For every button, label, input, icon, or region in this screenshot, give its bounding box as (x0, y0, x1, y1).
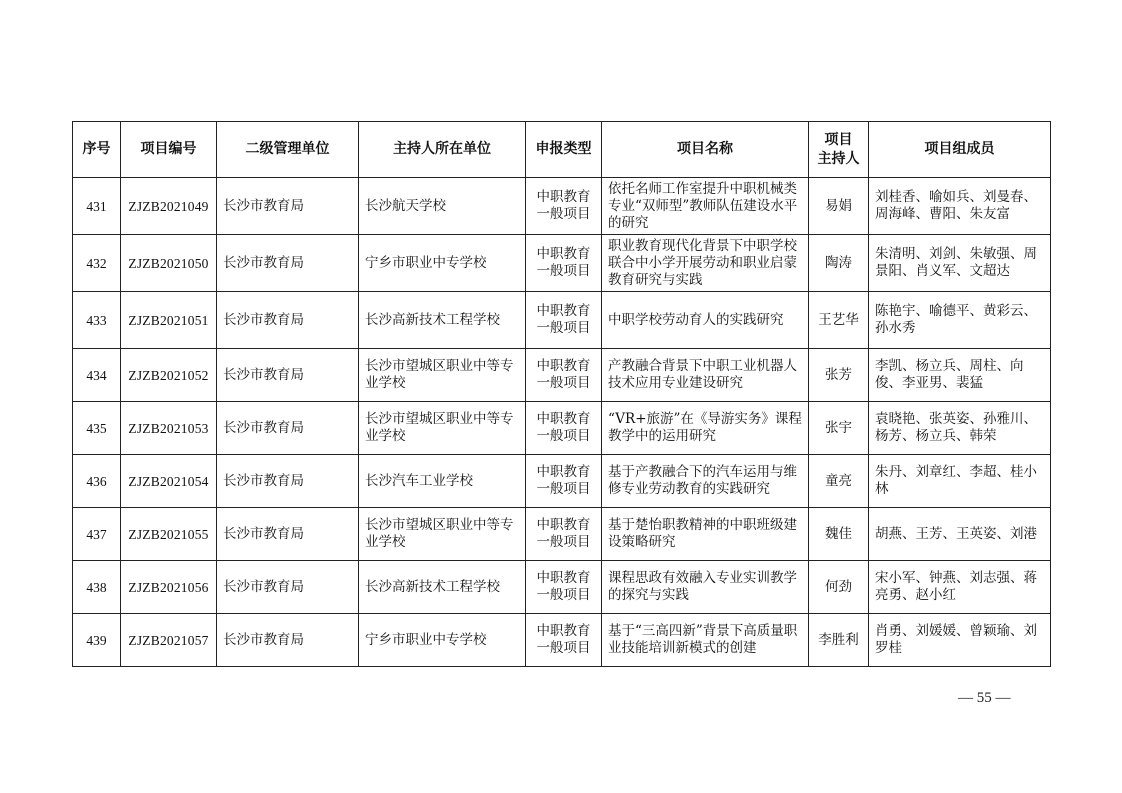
cell-name: 课程思政有效融入专业实训教学的探究与实践 (602, 561, 809, 614)
header-code: 项目编号 (121, 122, 217, 178)
cell-type: 中职教育一般项目 (526, 235, 602, 292)
cell-code: ZJZB2021052 (121, 349, 217, 402)
cell-host: 李胜利 (809, 614, 869, 667)
table-row (73, 508, 1051, 561)
cell-type: 中职教育一般项目 (526, 402, 602, 455)
cell-name: 基于楚怡职教精神的中职班级建设策略研究 (602, 508, 809, 561)
cell-org: 长沙市教育局 (217, 178, 359, 235)
cell-type: 中职教育一般项目 (526, 614, 602, 667)
cell-org: 长沙市教育局 (217, 455, 359, 508)
header-host (809, 122, 869, 178)
cell-code: ZJZB2021054 (121, 455, 217, 508)
cell-unit: 长沙航天学校 (359, 178, 526, 235)
cell-type: 中职教育一般项目 (526, 455, 602, 508)
cell-unit: 宁乡市职业中专学校 (359, 614, 526, 667)
cell-members: 朱丹、刘章红、李超、桂小林 (869, 455, 1051, 508)
table-row (73, 178, 1051, 235)
cell-no: 434 (73, 349, 121, 402)
table-row (73, 235, 1051, 292)
cell-name: 基于“三高四新”背景下高质量职业技能培训新模式的创建 (602, 614, 809, 667)
cell-unit: 宁乡市职业中专学校 (359, 235, 526, 292)
cell-name: 产教融合背景下中职工业机器人技术应用专业建设研究 (602, 349, 809, 402)
cell-members: 朱清明、刘剑、朱敏强、周景阳、肖义军、文超达 (869, 235, 1051, 292)
header-type: 申报类型 (526, 122, 602, 178)
header-row (73, 122, 1051, 178)
cell-name: 中职学校劳动育人的实践研究 (602, 292, 809, 349)
cell-type: 中职教育一般项目 (526, 508, 602, 561)
cell-unit: 长沙汽车工业学校 (359, 455, 526, 508)
cell-host: 陶涛 (809, 235, 869, 292)
cell-code: ZJZB2021057 (121, 614, 217, 667)
cell-org: 长沙市教育局 (217, 402, 359, 455)
cell-members: 肖勇、刘媛媛、曾颖瑜、刘罗桂 (869, 614, 1051, 667)
page-number: — 55 — (958, 690, 1011, 706)
cell-type: 中职教育一般项目 (526, 561, 602, 614)
cell-code: ZJZB2021055 (121, 508, 217, 561)
table-row (73, 292, 1051, 349)
cell-members: 陈艳宇、喻德平、黄彩云、孙水秀 (869, 292, 1051, 349)
cell-code: ZJZB2021049 (121, 178, 217, 235)
cell-no: 431 (73, 178, 121, 235)
cell-no: 437 (73, 508, 121, 561)
cell-type: 中职教育一般项目 (526, 292, 602, 349)
cell-no: 436 (73, 455, 121, 508)
cell-unit: 长沙市望城区职业中等专业学校 (359, 349, 526, 402)
table-row (73, 349, 1051, 402)
header-org: 二级管理单位 (217, 122, 359, 178)
cell-name: 职业教育现代化背景下中职学校联合中小学开展劳动和职业启蒙教育研究与实践 (602, 235, 809, 292)
cell-type: 中职教育一般项目 (526, 349, 602, 402)
cell-unit: 长沙高新技术工程学校 (359, 561, 526, 614)
cell-no: 435 (73, 402, 121, 455)
cell-org: 长沙市教育局 (217, 349, 359, 402)
cell-members: 袁晓艳、张英姿、孙雅川、杨芳、杨立兵、韩荣 (869, 402, 1051, 455)
header-unit: 主持人所在单位 (359, 122, 526, 178)
cell-unit: 长沙市望城区职业中等专业学校 (359, 402, 526, 455)
cell-org: 长沙市教育局 (217, 508, 359, 561)
cell-host: 王艺华 (809, 292, 869, 349)
cell-members: 李凯、杨立兵、周柱、向俊、李亚男、裴猛 (869, 349, 1051, 402)
cell-no: 433 (73, 292, 121, 349)
cell-name: 基于产教融合下的汽车运用与维修专业劳动教育的实践研究 (602, 455, 809, 508)
cell-name: “VR+旅游”在《导游实务》课程教学中的运用研究 (602, 402, 809, 455)
table-row (73, 455, 1051, 508)
cell-code: ZJZB2021050 (121, 235, 217, 292)
cell-host: 何劲 (809, 561, 869, 614)
cell-members: 刘桂香、喻如兵、刘曼春、周海峰、曹阳、朱友富 (869, 178, 1051, 235)
cell-host: 张芳 (809, 349, 869, 402)
header-host-line2: 主持人 (817, 150, 860, 167)
cell-code: ZJZB2021053 (121, 402, 217, 455)
cell-type: 中职教育一般项目 (526, 178, 602, 235)
header-no: 序号 (73, 122, 121, 178)
cell-host: 童亮 (809, 455, 869, 508)
table-row (73, 402, 1051, 455)
cell-host: 张宇 (809, 402, 869, 455)
cell-code: ZJZB2021051 (121, 292, 217, 349)
cell-no: 438 (73, 561, 121, 614)
cell-members: 宋小军、钟燕、刘志强、蒋亮勇、赵小红 (869, 561, 1051, 614)
cell-name: 依托名师工作室提升中职机械类专业“双师型”教师队伍建设水平的研究 (602, 178, 809, 235)
cell-org: 长沙市教育局 (217, 614, 359, 667)
cell-code: ZJZB2021056 (121, 561, 217, 614)
cell-host: 魏佳 (809, 508, 869, 561)
cell-no: 439 (73, 614, 121, 667)
cell-org: 长沙市教育局 (217, 561, 359, 614)
cell-unit: 长沙市望城区职业中等专业学校 (359, 508, 526, 561)
cell-org: 长沙市教育局 (217, 235, 359, 292)
cell-members: 胡燕、王芳、王英姿、刘港 (869, 508, 1051, 561)
header-host-line1: 项目 (824, 131, 853, 148)
header-name: 项目名称 (602, 122, 809, 178)
table-row (73, 614, 1051, 667)
cell-org: 长沙市教育局 (217, 292, 359, 349)
cell-no: 432 (73, 235, 121, 292)
header-members: 项目组成员 (869, 122, 1051, 178)
cell-unit: 长沙高新技术工程学校 (359, 292, 526, 349)
project-table (72, 121, 1051, 667)
cell-host: 易娟 (809, 178, 869, 235)
table-row (73, 561, 1051, 614)
